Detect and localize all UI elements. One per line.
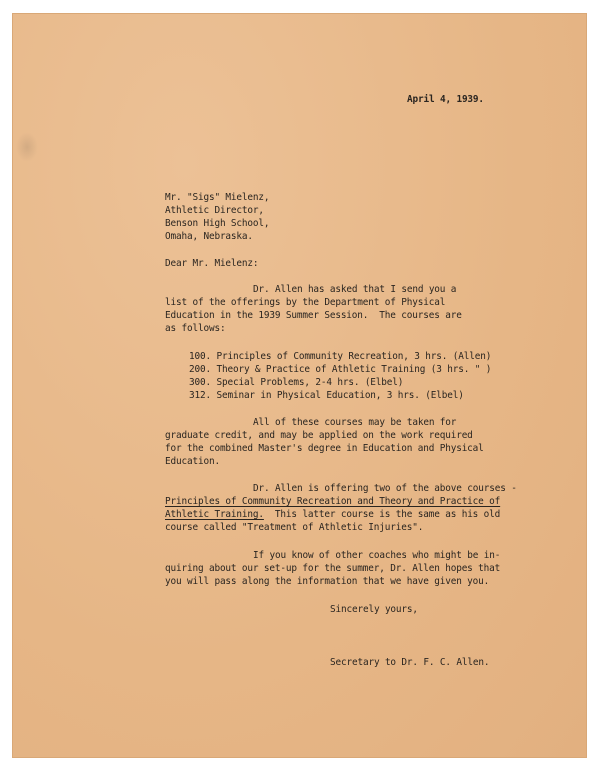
course-item: 100. Principles of Community Recreation, 3 hrs. (Allen) — [189, 351, 492, 362]
paragraph-line: for the combined Master's degree in Education and Physical — [165, 443, 484, 454]
paragraph-text: This latter course is the same as his old — [263, 509, 501, 520]
underlined-course-names: Principles of Community Recreation and Theory and Practice of — [165, 496, 501, 507]
course-item: 300. Special Problems, 2-4 hrs. (Elbel) — [189, 377, 404, 388]
paper-smudge — [16, 132, 38, 162]
paragraph-line: quiring about our set-up for the summer, Dr. Allen hopes that — [165, 563, 501, 574]
paragraph-line — [165, 509, 500, 522]
address-line: Benson High School, — [165, 218, 270, 229]
address-line: Omaha, Nebraska. — [165, 231, 253, 242]
paragraph-line: If you know of other coaches who might be in- — [253, 550, 501, 561]
paragraph-line: graduate credit, and may be applied on the work required — [165, 430, 473, 441]
paragraph-line: Dr. Allen has asked that I send you a — [253, 284, 457, 295]
course-item: 312. Seminar in Physical Education, 3 hrs. (Elbel) — [189, 390, 464, 401]
paragraph-line: as follows: — [165, 323, 226, 334]
underlined-course-name: Athletic Training. — [165, 509, 264, 520]
salutation: Dear Mr. Mielenz: — [165, 258, 259, 269]
paragraph-line: Dr. Allen is offering two of the above courses - — [253, 483, 517, 494]
paragraph-line: Education. — [165, 456, 220, 467]
paragraph-line: Education in the 1939 Summer Session. The courses are — [165, 310, 462, 321]
paragraph-line: list of the offerings by the Department of Physical — [165, 297, 446, 308]
paragraph-line: course called "Treatment of Athletic Injuries". — [165, 522, 424, 533]
course-item: 200. Theory & Practice of Athletic Training (3 hrs. " ) — [189, 364, 492, 375]
closing: Sincerely yours, — [330, 604, 418, 615]
address-line: Mr. "Sigs" Mielenz, — [165, 192, 270, 203]
paragraph-line: you will pass along the information that we have given you. — [165, 576, 490, 587]
letter-page — [13, 14, 586, 757]
address-line: Athletic Director, — [165, 205, 264, 216]
letter-date: April 4, 1939. — [407, 94, 484, 105]
signature-line: Secretary to Dr. F. C. Allen. — [330, 657, 490, 668]
paragraph-line: All of these courses may be taken for — [253, 417, 457, 428]
